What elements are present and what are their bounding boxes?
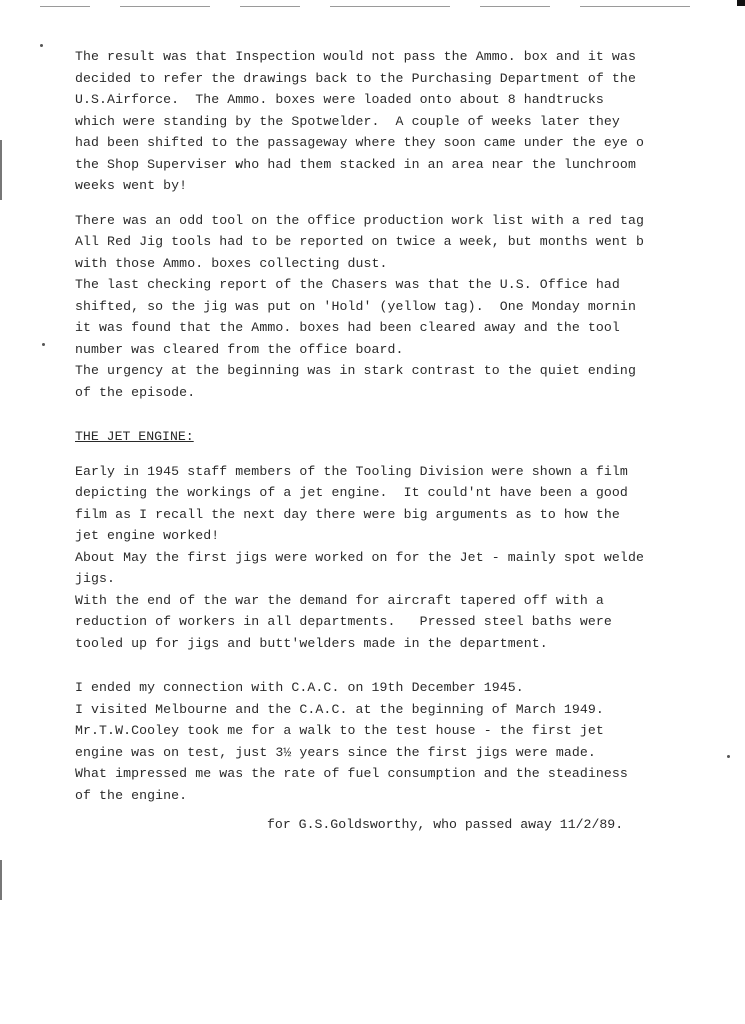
text-line: the Shop Superviser who had them stacked in an area near the lunchroom bbox=[75, 156, 636, 172]
text-line: film as I recall the next day there were big arguments as to how the bbox=[75, 506, 620, 522]
text-line: with those Ammo. boxes collecting dust. bbox=[75, 255, 388, 271]
text-line: jet engine worked! bbox=[75, 528, 220, 543]
paragraph-closing bbox=[75, 677, 735, 806]
text-line: depicting the workings of a jet engine. It could'nt have been a good bbox=[75, 485, 628, 500]
paragraph-red-tag bbox=[75, 210, 735, 404]
text-line: which were standing by the Spotwelder. A couple of weeks later they bbox=[75, 113, 620, 129]
text-line: Mr.T.W.Cooley took me for a walk to the test house - the first jet bbox=[75, 723, 604, 738]
scan-corner-mark bbox=[737, 0, 745, 6]
text-line: of the engine. bbox=[75, 787, 188, 803]
text-line: The result was that Inspection would not pass the Ammo. box and it was bbox=[75, 49, 636, 64]
text-line: I ended my connection with C.A.C. on 19th December 1945. bbox=[75, 680, 524, 695]
signature-line: for G.S.Goldsworthy, who passed away 11/2/89. bbox=[267, 817, 624, 832]
text-line: it was found that the Ammo. boxes had been cleared away and the tool bbox=[75, 320, 620, 335]
scan-speck bbox=[42, 343, 45, 346]
scan-speck bbox=[40, 44, 43, 47]
text-line: tooled up for jigs and butt'welders made in the department. bbox=[75, 635, 548, 651]
text-line: of the episode. bbox=[75, 384, 196, 400]
text-line: There was an odd tool on the office production work list with a red tag bbox=[75, 212, 644, 228]
scan-top-rule bbox=[0, 6, 745, 8]
text-line: reduction of workers in all departments. Pressed steel baths were bbox=[75, 614, 612, 629]
text-line: What impressed me was the rate of fuel consumption and the steadiness bbox=[75, 766, 628, 781]
text-line: The urgency at the beginning was in stark contrast to the quiet ending bbox=[75, 363, 636, 378]
text-line: I visited Melbourne and the C.A.C. at the beginning of March 1949. bbox=[75, 701, 604, 717]
text-line: number was cleared from the office board. bbox=[75, 341, 404, 357]
section-heading: THE JET ENGINE: bbox=[75, 429, 194, 444]
text-line: decided to refer the drawings back to the Purchasing Department of the bbox=[75, 70, 636, 86]
paragraph-ammo-boxes bbox=[75, 46, 735, 197]
text-line: engine was on test, just 3½ years since the first jigs were made. bbox=[75, 744, 596, 760]
text-line: had been shifted to the passageway where they soon came under the eye o bbox=[75, 135, 644, 150]
text-line: shifted, so the jig was put on 'Hold' (yellow tag). One Monday mornin bbox=[75, 298, 636, 314]
typed-page bbox=[75, 46, 735, 836]
text-line: weeks went by! bbox=[75, 178, 188, 193]
text-line: jigs. bbox=[75, 571, 116, 586]
text-line: All Red Jig tools had to be reported on twice a week, but months went b bbox=[75, 234, 644, 249]
scan-edge-mark bbox=[0, 140, 2, 200]
text-line: The last checking report of the Chasers was that the U.S. Office had bbox=[75, 277, 620, 292]
text-line: U.S.Airforce. The Ammo. boxes were loaded onto about 8 handtrucks bbox=[75, 92, 604, 107]
text-line: About May the first jigs were worked on for the Jet - mainly spot welde bbox=[75, 549, 644, 565]
text-line: Early in 1945 staff members of the Tooling Division were shown a film bbox=[75, 463, 628, 479]
scan-edge-mark bbox=[0, 860, 2, 900]
text-line: With the end of the war the demand for aircraft tapered off with a bbox=[75, 592, 604, 608]
paragraph-jet-engine bbox=[75, 461, 735, 655]
